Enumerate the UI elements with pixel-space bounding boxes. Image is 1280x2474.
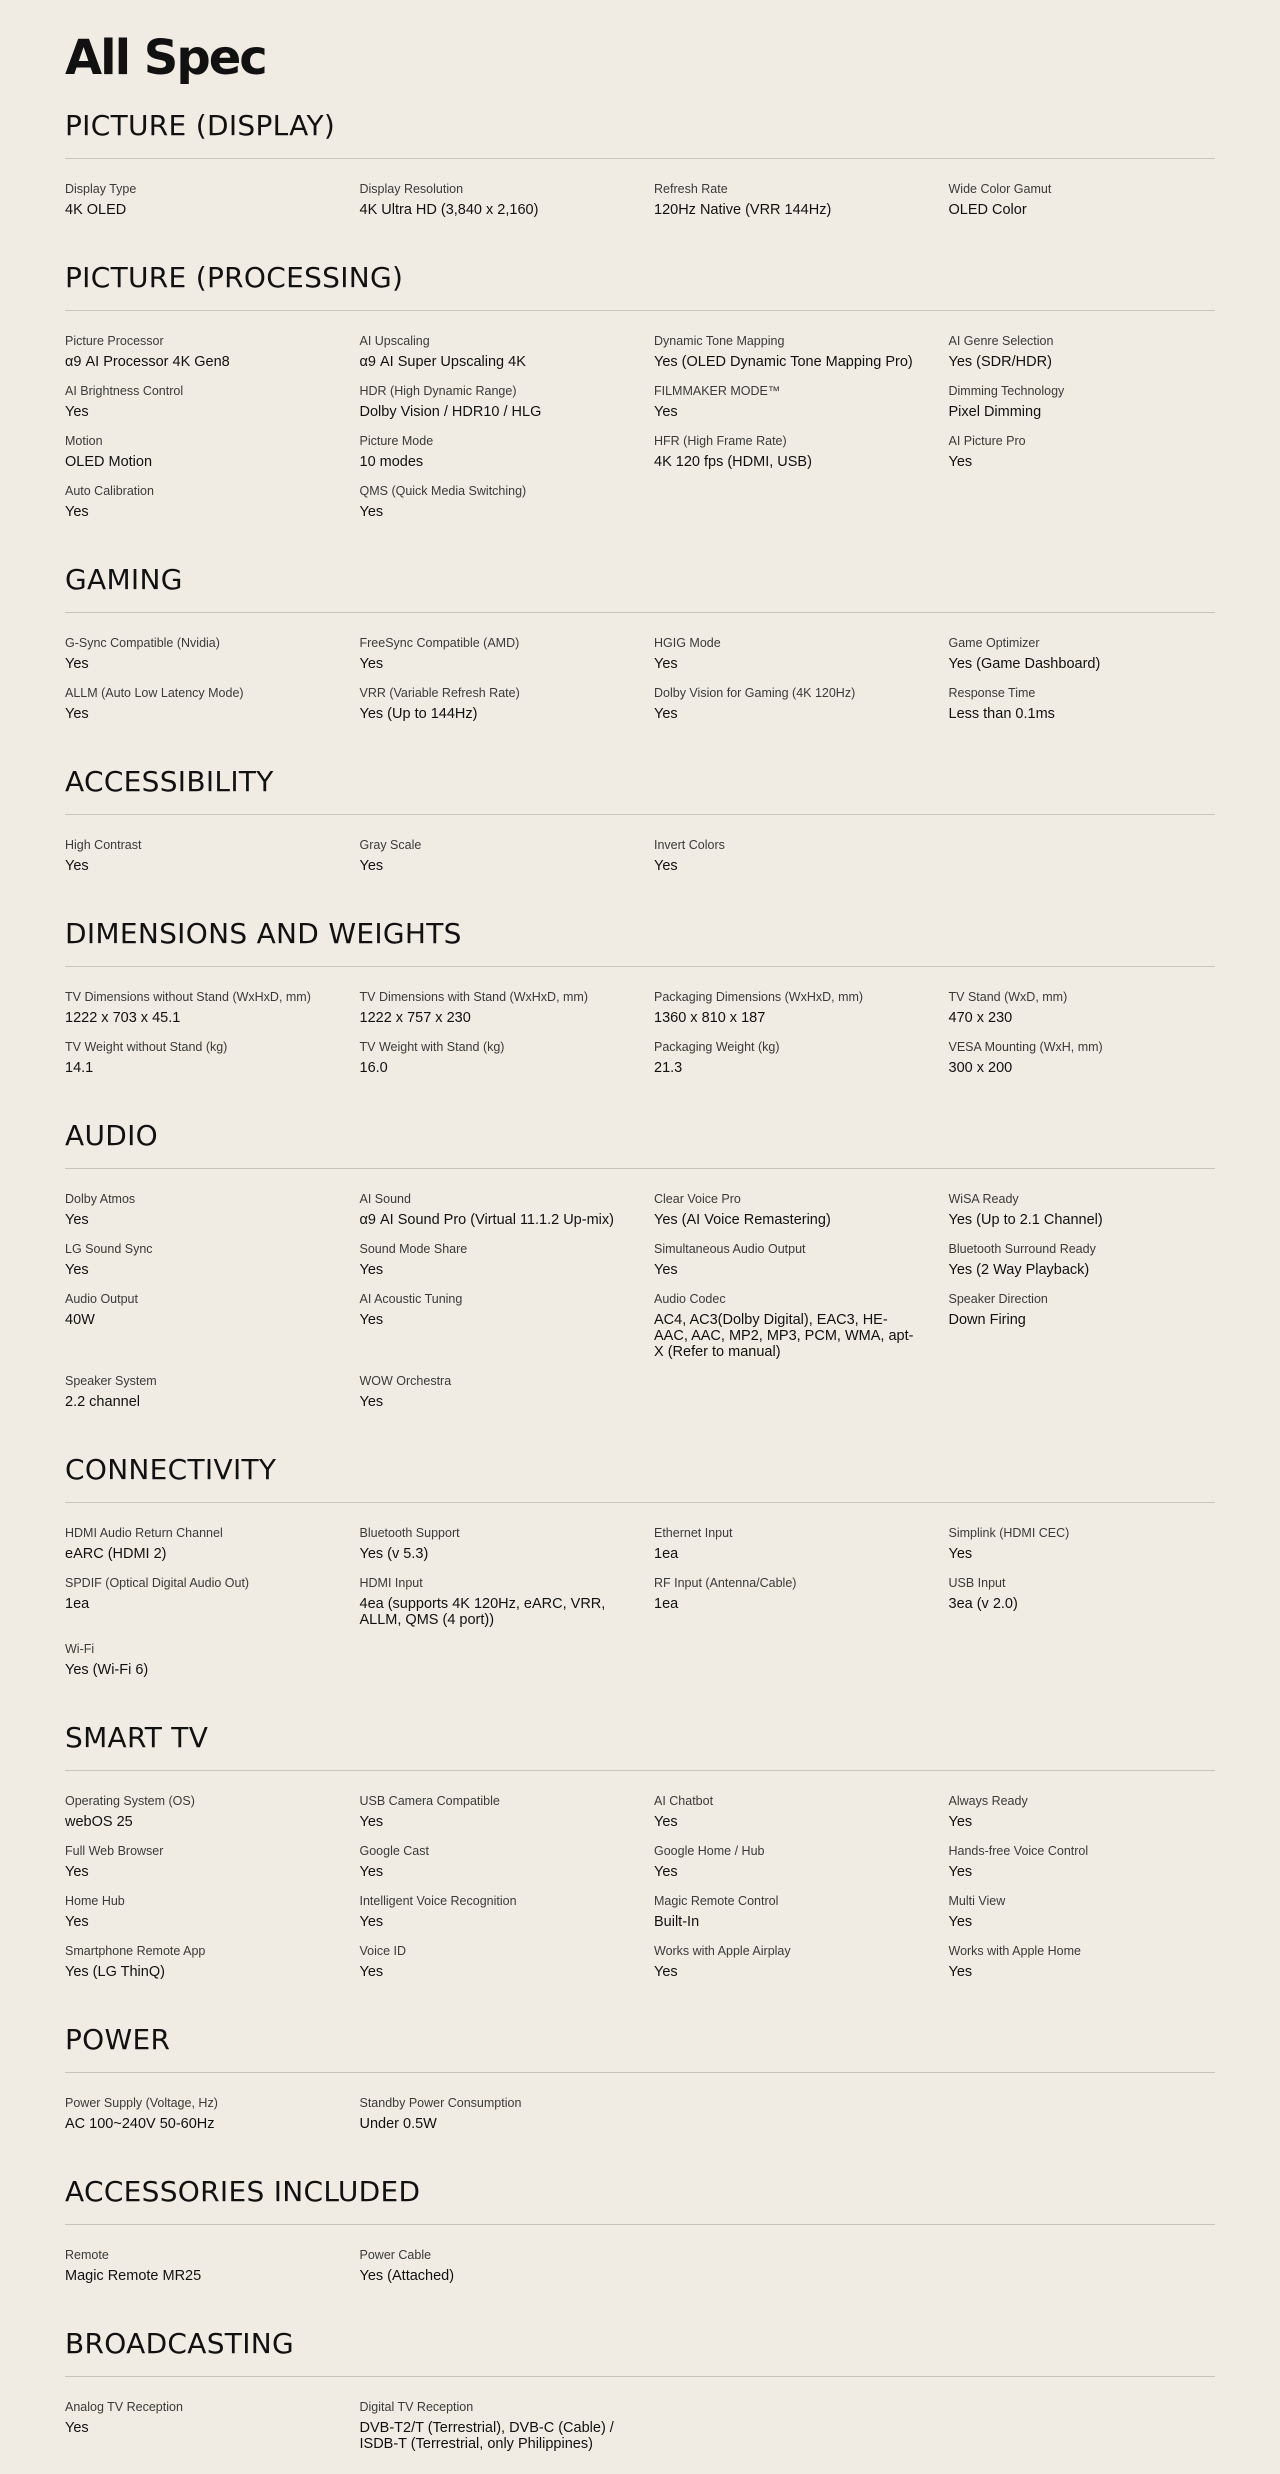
spec-label: Digital TV Reception — [359, 2400, 474, 2414]
spec-item — [360, 1241, 627, 1278]
spec-value: AC4, AC3(Dolby Digital), EAC3, HE-AAC, AAC, MP2, MP3, PCM, WMA, apt-X (Refer to manual) — [654, 1312, 914, 1360]
spec-label: FILMMAKER MODE™ — [654, 384, 781, 398]
spec-value: Dolby Vision / HDR10 / HLG — [359, 404, 542, 420]
spec-label: Wide Color Gamut — [948, 182, 1052, 196]
section-title: PICTURE (DISPLAY) — [65, 106, 1215, 159]
spec-item — [654, 1843, 921, 1880]
spec-item — [654, 685, 921, 722]
spec-value: Magic Remote MR25 — [65, 2268, 202, 2284]
spec-value: Yes (OLED Dynamic Tone Mapping Pro) — [654, 354, 913, 370]
section-title: PICTURE (PROCESSING) — [65, 258, 1215, 311]
spec-value: 1ea — [654, 1546, 679, 1562]
spec-item — [949, 1943, 1216, 1980]
spec-label: Dimming Technology — [948, 384, 1065, 398]
spec-section — [65, 2020, 1215, 2154]
spec-item — [949, 333, 1216, 370]
spec-label: SPDIF (Optical Digital Audio Out) — [65, 1576, 250, 1590]
spec-value: 2.2 channel — [65, 1394, 140, 1410]
spec-value: 1ea — [65, 1596, 90, 1612]
spec-value: webOS 25 — [65, 1814, 133, 1830]
spec-label: VRR (Variable Refresh Rate) — [359, 686, 520, 700]
spec-value: Yes — [948, 1964, 973, 1980]
spec-value: Yes — [654, 858, 678, 874]
spec-item — [65, 333, 332, 370]
spec-item — [654, 333, 921, 370]
section-title: DIMENSIONS AND WEIGHTS — [65, 914, 1215, 967]
spec-label: TV Dimensions with Stand (WxHxD, mm) — [359, 990, 589, 1004]
spec-item — [65, 685, 332, 722]
spec-value: Yes (Up to 2.1 Channel) — [948, 1212, 1103, 1228]
spec-value: 300 x 200 — [948, 1060, 1013, 1076]
spec-label: Clear Voice Pro — [654, 1192, 741, 1206]
spec-item — [360, 1291, 627, 1360]
spec-label: QMS (Quick Media Switching) — [359, 484, 527, 498]
spec-item — [65, 1943, 332, 1980]
spec-item — [360, 333, 627, 370]
spec-value: Yes — [359, 1914, 384, 1930]
spec-item — [654, 433, 921, 470]
spec-label: Display Type — [65, 182, 137, 196]
spec-label: ALLM (Auto Low Latency Mode) — [65, 686, 244, 700]
spec-label: Hands-free Voice Control — [948, 1844, 1089, 1858]
spec-item — [65, 433, 332, 470]
section-title: BROADCASTING — [65, 2324, 1215, 2377]
spec-label: USB Camera Compatible — [359, 1794, 500, 1808]
spec-item — [654, 1039, 921, 1076]
spec-grid — [65, 967, 1215, 1098]
spec-label: Works with Apple Home — [948, 1944, 1081, 1958]
spec-label: TV Dimensions without Stand (WxHxD, mm) — [65, 990, 311, 1004]
spec-item — [654, 1191, 921, 1228]
spec-label: Display Resolution — [359, 182, 464, 196]
section-title: AUDIO — [65, 1116, 1215, 1169]
spec-label: Simplink (HDMI CEC) — [948, 1526, 1070, 1540]
spec-label: Bluetooth Support — [359, 1526, 460, 1540]
spec-label: High Contrast — [65, 838, 142, 852]
spec-label: Packaging Weight (kg) — [654, 1040, 780, 1054]
spec-value: 1360 x 810 x 187 — [654, 1010, 766, 1026]
spec-value: α9 AI Processor 4K Gen8 — [65, 354, 230, 370]
section-title: SMART TV — [65, 1718, 1215, 1771]
spec-grid — [65, 1503, 1215, 1700]
spec-label: Analog TV Reception — [65, 2400, 183, 2414]
spec-value: Yes — [65, 706, 89, 722]
spec-item — [65, 1373, 332, 1410]
spec-label: WOW Orchestra — [359, 1374, 452, 1388]
spec-item — [65, 2399, 332, 2452]
spec-item — [65, 989, 332, 1026]
spec-item — [65, 1191, 332, 1228]
spec-label: Google Home / Hub — [654, 1844, 765, 1858]
spec-value: Yes — [359, 1814, 384, 1830]
spec-grid — [65, 2073, 1215, 2154]
spec-item — [654, 383, 921, 420]
spec-label: Multi View — [948, 1894, 1006, 1908]
spec-item — [65, 1241, 332, 1278]
spec-value: Less than 0.1ms — [948, 706, 1055, 722]
spec-value: Yes — [948, 1914, 973, 1930]
spec-item — [654, 837, 921, 874]
spec-label: AI Picture Pro — [948, 434, 1026, 448]
spec-label: Power Cable — [359, 2248, 432, 2262]
spec-label: Dolby Atmos — [65, 1192, 136, 1206]
spec-grid — [65, 1169, 1215, 1432]
spec-value: 14.1 — [65, 1060, 94, 1076]
spec-value: Yes (Wi-Fi 6) — [65, 1662, 149, 1678]
spec-item — [654, 1525, 921, 1562]
spec-value: Yes (2 Way Playback) — [948, 1262, 1090, 1278]
spec-value: Yes (v 5.3) — [359, 1546, 429, 1562]
spec-item — [360, 1793, 627, 1830]
spec-item — [949, 685, 1216, 722]
spec-item — [949, 383, 1216, 420]
spec-value: OLED Color — [948, 202, 1027, 218]
spec-label: Works with Apple Airplay — [654, 1944, 791, 1958]
spec-value: 4K Ultra HD (3,840 x 2,160) — [359, 202, 539, 218]
spec-label: Picture Mode — [359, 434, 434, 448]
spec-label: AI Upscaling — [359, 334, 430, 348]
spec-item — [360, 2399, 627, 2452]
spec-section — [65, 1718, 1215, 2002]
spec-item — [654, 181, 921, 218]
spec-label: TV Weight without Stand (kg) — [65, 1040, 228, 1054]
spec-label: Auto Calibration — [65, 484, 154, 498]
spec-label: HFR (High Frame Rate) — [654, 434, 787, 448]
spec-label: HGIG Mode — [654, 636, 721, 650]
spec-label: Google Cast — [359, 1844, 429, 1858]
spec-label: Refresh Rate — [654, 182, 728, 196]
spec-value: Yes — [359, 1262, 384, 1278]
spec-item — [654, 1943, 921, 1980]
spec-label: Dynamic Tone Mapping — [654, 334, 785, 348]
spec-label: TV Stand (WxD, mm) — [948, 990, 1068, 1004]
spec-value: Under 0.5W — [359, 2116, 437, 2132]
spec-value: 4K OLED — [65, 202, 127, 218]
spec-item — [949, 1525, 1216, 1562]
spec-section — [65, 2324, 1215, 2474]
spec-value: Yes — [654, 1262, 678, 1278]
section-title: CONNECTIVITY — [65, 1450, 1215, 1503]
spec-value: Yes — [359, 1312, 384, 1328]
spec-grid — [65, 1771, 1215, 2002]
spec-item — [360, 837, 627, 874]
spec-item — [654, 635, 921, 672]
spec-label: Speaker System — [65, 1374, 157, 1388]
spec-value: 1222 x 757 x 230 — [359, 1010, 471, 1026]
spec-label: WiSA Ready — [948, 1192, 1019, 1206]
spec-value: Yes — [654, 1964, 678, 1980]
spec-item — [949, 1291, 1216, 1360]
spec-label: Invert Colors — [654, 838, 725, 852]
spec-item — [654, 1793, 921, 1830]
spec-item — [360, 635, 627, 672]
spec-value: 16.0 — [359, 1060, 388, 1076]
spec-label: G-Sync Compatible (Nvidia) — [65, 636, 220, 650]
spec-item — [65, 837, 332, 874]
spec-value: Yes (Up to 144Hz) — [359, 706, 478, 722]
spec-item — [360, 1575, 627, 1628]
spec-label: Wi-Fi — [65, 1642, 95, 1656]
spec-grid — [65, 613, 1215, 744]
spec-item — [65, 1039, 332, 1076]
spec-item — [65, 181, 332, 218]
spec-value: Yes (Game Dashboard) — [948, 656, 1101, 672]
spec-item — [360, 1039, 627, 1076]
spec-label: Full Web Browser — [65, 1844, 164, 1858]
spec-value: α9 AI Super Upscaling 4K — [359, 354, 526, 370]
spec-label: VESA Mounting (WxH, mm) — [948, 1040, 1103, 1054]
spec-value: Yes (LG ThinQ) — [65, 1964, 165, 1980]
spec-section — [65, 258, 1215, 542]
spec-section — [65, 914, 1215, 1098]
spec-value: Down Firing — [948, 1312, 1026, 1328]
spec-item — [65, 1575, 332, 1628]
section-title: GAMING — [65, 560, 1215, 613]
spec-item — [65, 383, 332, 420]
spec-grid — [65, 159, 1215, 240]
spec-label: HDMI Audio Return Channel — [65, 1526, 223, 1540]
spec-label: Dolby Vision for Gaming (4K 120Hz) — [654, 686, 856, 700]
spec-sections — [65, 106, 1215, 2474]
spec-item — [65, 1525, 332, 1562]
spec-value: AC 100~240V 50-60Hz — [65, 2116, 215, 2132]
spec-value: Yes — [65, 1262, 89, 1278]
spec-item — [360, 483, 627, 520]
spec-label: Sound Mode Share — [359, 1242, 468, 1256]
spec-label: Game Optimizer — [948, 636, 1040, 650]
page-title: All Spec — [65, 30, 266, 86]
spec-item — [360, 433, 627, 470]
spec-item — [949, 1793, 1216, 1830]
spec-item — [65, 1291, 332, 1360]
spec-label: RF Input (Antenna/Cable) — [654, 1576, 797, 1590]
spec-value: Yes (SDR/HDR) — [948, 354, 1052, 370]
spec-grid — [65, 815, 1215, 896]
spec-label: Picture Processor — [65, 334, 164, 348]
spec-label: Simultaneous Audio Output — [654, 1242, 806, 1256]
spec-label: Remote — [65, 2248, 109, 2262]
spec-item — [949, 1893, 1216, 1930]
spec-value: Yes — [948, 454, 973, 470]
spec-value: 10 modes — [359, 454, 424, 470]
spec-grid — [65, 2225, 1215, 2306]
spec-item — [949, 181, 1216, 218]
spec-item — [360, 685, 627, 722]
spec-value: Yes — [654, 1864, 678, 1880]
spec-value: Pixel Dimming — [948, 404, 1042, 420]
spec-label: Response Time — [948, 686, 1036, 700]
spec-label: Operating System (OS) — [65, 1794, 195, 1808]
spec-value: Yes — [65, 404, 89, 420]
spec-label: Voice ID — [359, 1944, 407, 1958]
spec-value: Yes (AI Voice Remastering) — [654, 1212, 831, 1228]
spec-item — [654, 1241, 921, 1278]
spec-item — [949, 1241, 1216, 1278]
spec-value: Yes — [948, 1814, 973, 1830]
spec-value: Built-In — [654, 1914, 700, 1930]
spec-item — [654, 989, 921, 1026]
spec-value: 4ea (supports 4K 120Hz, eARC, VRR, ALLM, QMS (4 port)) — [359, 1596, 606, 1628]
spec-item — [360, 1893, 627, 1930]
spec-label: USB Input — [948, 1576, 1006, 1590]
spec-value: Yes — [359, 656, 384, 672]
spec-value: 1ea — [654, 1596, 679, 1612]
spec-value: Yes — [948, 1546, 973, 1562]
spec-label: HDR (High Dynamic Range) — [359, 384, 517, 398]
spec-value: Yes — [654, 706, 678, 722]
spec-label: Intelligent Voice Recognition — [359, 1894, 517, 1908]
spec-item — [949, 989, 1216, 1026]
spec-value: Yes — [654, 404, 678, 420]
spec-label: Audio Output — [65, 1292, 138, 1306]
spec-item — [65, 1641, 332, 1678]
spec-item — [360, 989, 627, 1026]
spec-label: HDMI Input — [359, 1576, 423, 1590]
spec-label: Magic Remote Control — [654, 1894, 779, 1908]
spec-value: Yes — [65, 1914, 89, 1930]
spec-item — [65, 1793, 332, 1830]
spec-value: Yes — [359, 1964, 384, 1980]
spec-value: Yes — [359, 1394, 384, 1410]
spec-value: Yes — [65, 1212, 89, 1228]
spec-value: Yes — [359, 858, 384, 874]
spec-value: Yes — [65, 1864, 89, 1880]
spec-value: Yes — [359, 504, 384, 520]
spec-item — [949, 1843, 1216, 1880]
spec-grid — [65, 311, 1215, 542]
spec-label: Home Hub — [65, 1894, 125, 1908]
spec-label: Always Ready — [948, 1794, 1028, 1808]
spec-item — [654, 1893, 921, 1930]
spec-section — [65, 560, 1215, 744]
spec-value: Yes — [65, 504, 89, 520]
spec-value: 4K 120 fps (HDMI, USB) — [654, 454, 812, 470]
spec-value: 21.3 — [654, 1060, 683, 1076]
spec-value: DVB-T2/T (Terrestrial), DVB-C (Cable) / ISDB-T (Terrestrial, only Philippines) — [359, 2420, 614, 2452]
spec-item — [65, 1843, 332, 1880]
spec-label: AI Sound — [359, 1192, 411, 1206]
spec-item — [360, 1843, 627, 1880]
spec-value: Yes — [654, 656, 678, 672]
spec-item — [654, 1291, 921, 1360]
spec-value: Yes — [65, 2420, 89, 2436]
spec-section — [65, 1116, 1215, 1432]
section-title: POWER — [65, 2020, 1215, 2073]
spec-item — [360, 1191, 627, 1228]
spec-label: AI Genre Selection — [948, 334, 1054, 348]
spec-label: Gray Scale — [359, 838, 422, 852]
spec-item — [949, 1191, 1216, 1228]
spec-label: Audio Codec — [654, 1292, 726, 1306]
spec-value: Yes — [65, 858, 89, 874]
spec-value: Yes — [65, 656, 89, 672]
spec-item — [65, 1893, 332, 1930]
spec-item — [949, 1039, 1216, 1076]
spec-value: 470 x 230 — [948, 1010, 1013, 1026]
spec-label: Standby Power Consumption — [359, 2096, 522, 2110]
spec-item — [360, 2247, 627, 2284]
spec-item — [360, 181, 627, 218]
spec-label: AI Acoustic Tuning — [359, 1292, 463, 1306]
spec-item — [949, 1575, 1216, 1628]
spec-value: 1222 x 703 x 45.1 — [65, 1010, 181, 1026]
spec-label: AI Chatbot — [654, 1794, 714, 1808]
spec-value: α9 AI Sound Pro (Virtual 11.1.2 Up-mix) — [359, 1212, 614, 1228]
spec-value: Yes — [359, 1864, 384, 1880]
spec-label: Ethernet Input — [654, 1526, 733, 1540]
spec-label: Motion — [65, 434, 103, 448]
spec-item — [360, 2095, 627, 2132]
spec-label: FreeSync Compatible (AMD) — [359, 636, 520, 650]
spec-label: Bluetooth Surround Ready — [948, 1242, 1096, 1256]
spec-label: Smartphone Remote App — [65, 1944, 206, 1958]
spec-value: 120Hz Native (VRR 144Hz) — [654, 202, 832, 218]
section-title: ACCESSIBILITY — [65, 762, 1215, 815]
spec-value: Yes — [948, 1864, 973, 1880]
spec-value: OLED Motion — [65, 454, 153, 470]
spec-item — [65, 635, 332, 672]
spec-item — [65, 2095, 332, 2132]
spec-section — [65, 2172, 1215, 2306]
spec-section — [65, 762, 1215, 896]
spec-item — [360, 1525, 627, 1562]
spec-label: Speaker Direction — [948, 1292, 1048, 1306]
spec-item — [949, 635, 1216, 672]
spec-label: LG Sound Sync — [65, 1242, 153, 1256]
spec-item — [949, 433, 1216, 470]
spec-section — [65, 106, 1215, 240]
spec-item — [65, 2247, 332, 2284]
spec-value: 40W — [65, 1312, 95, 1328]
spec-item — [360, 1943, 627, 1980]
spec-item — [65, 483, 332, 520]
spec-value: 3ea (v 2.0) — [948, 1596, 1018, 1612]
spec-value: eARC (HDMI 2) — [65, 1546, 167, 1562]
spec-label: TV Weight with Stand (kg) — [359, 1040, 505, 1054]
spec-label: Power Supply (Voltage, Hz) — [65, 2096, 218, 2110]
spec-item — [360, 1373, 627, 1410]
spec-section — [65, 1450, 1215, 1700]
spec-grid — [65, 2377, 1215, 2474]
spec-value: Yes — [654, 1814, 678, 1830]
section-title: ACCESSORIES INCLUDED — [65, 2172, 1215, 2225]
spec-value: Yes (Attached) — [359, 2268, 455, 2284]
spec-item — [360, 383, 627, 420]
spec-label: Packaging Dimensions (WxHxD, mm) — [654, 990, 864, 1004]
spec-label: AI Brightness Control — [65, 384, 184, 398]
spec-item — [654, 1575, 921, 1628]
